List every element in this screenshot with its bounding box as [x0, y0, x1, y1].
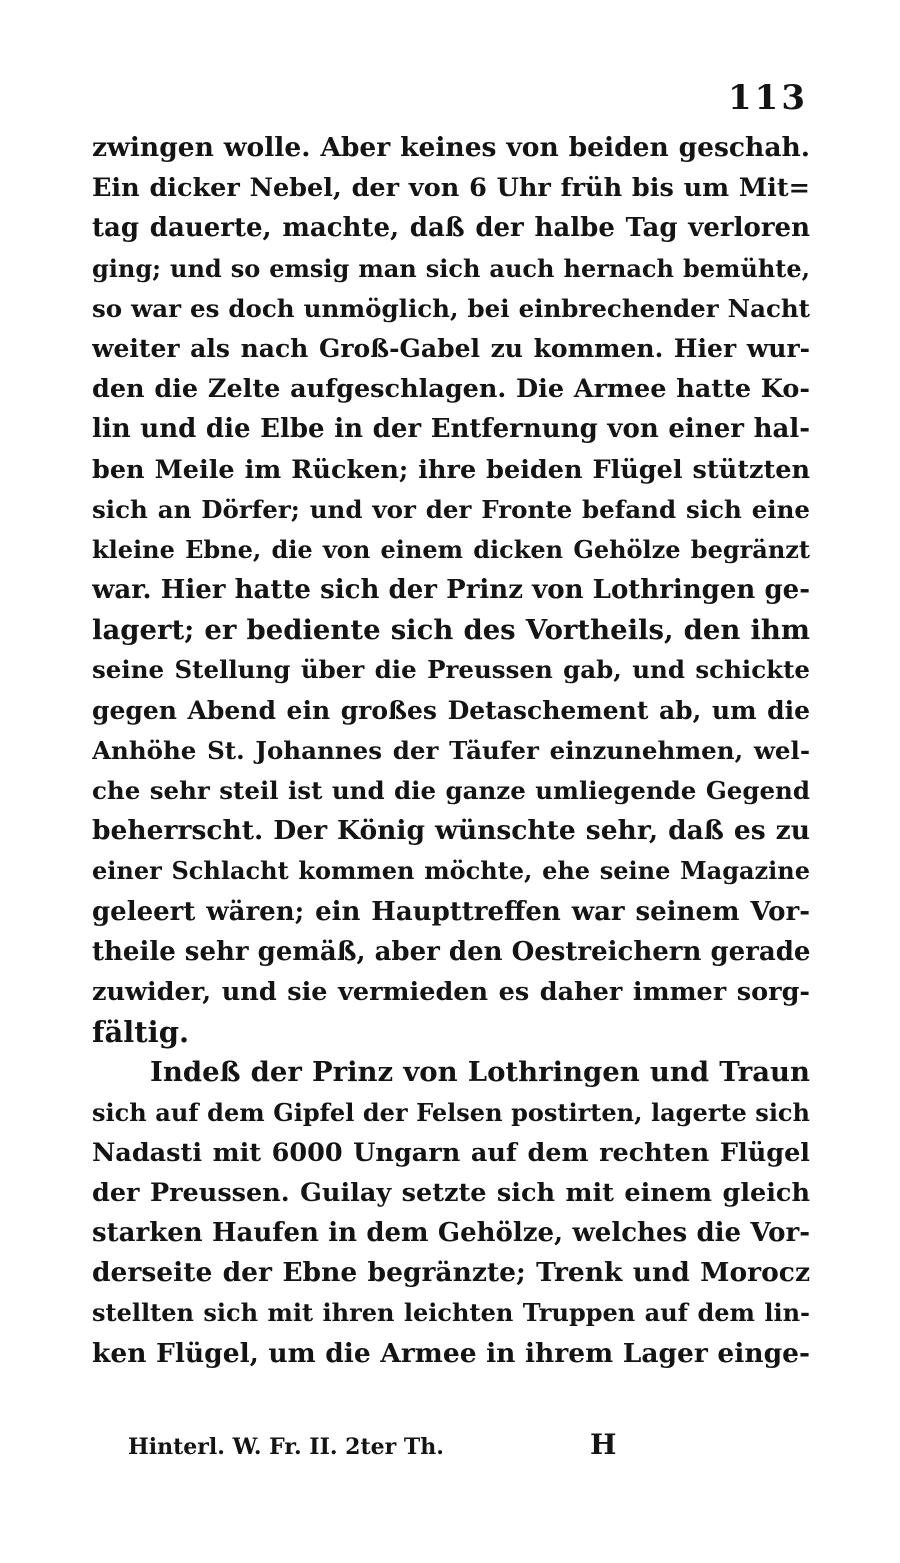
text-line: zwingen wolle. Aber keines von beiden geschah. — [92, 132, 810, 163]
footer-signature: Hinterl. W. Fr. II. 2ter Th. — [128, 1434, 444, 1460]
text-line: che sehr steil ist und die ganze umliegende Gegend — [92, 776, 810, 805]
page-footer — [128, 1428, 728, 1468]
sheet-mark: H — [590, 1428, 617, 1461]
text-line: den die Zelte aufgeschlagen. Die Armee hatte Ko- — [92, 374, 810, 405]
text-line: zuwider, und sie vermieden es daher immer sorg- — [92, 976, 810, 1007]
text-line: ging; und so emsig man sich auch hernach bemühte, — [92, 253, 810, 283]
text-line: ben Meile im Rücken; ihre beiden Flügel stützten — [92, 454, 810, 485]
paragraph-end-line: fältig. — [92, 1015, 190, 1050]
text-line: starken Haufen in dem Gehölze, welches die Vor- — [92, 1218, 810, 1249]
text-line: Anhöhe St. Johannes der Täufer einzunehmen, wel- — [92, 735, 810, 765]
text-line: stellten sich mit ihren leichten Truppen auf dem lin- — [92, 1298, 810, 1328]
text-line: sich auf dem Gipfel der Felsen postirten, lagerte sich — [92, 1097, 810, 1127]
text-line: ken Flügel, um die Armee in ihrem Lager einge- — [92, 1337, 810, 1369]
text-line: lagert; er bediente sich des Vortheils, den ihm — [92, 614, 810, 647]
text-line: der Preussen. Guilay setzte sich mit einem gleich — [92, 1177, 810, 1208]
text-line: einer Schlacht kommen möchte, ehe seine Magazine — [92, 856, 810, 886]
text-line: so war es doch unmöglich, bei einbrechender Nacht — [92, 293, 810, 323]
text-line: Nadasti mit 6000 Ungarn auf dem rechten Flügel — [92, 1137, 810, 1168]
text-line: beherrscht. Der König wünschte sehr, daß es zu — [92, 815, 810, 847]
text-line: theile sehr gemäß, aber den Oestreichern gerade — [92, 936, 810, 967]
body-text — [92, 128, 810, 1374]
page-number: 113 — [728, 78, 808, 118]
text-line: kleine Ebne, die von einem dicken Gehölze begränzt — [92, 534, 810, 564]
paragraph-start-line: Indeß der Prinz von Lothringen und Traun — [150, 1056, 810, 1089]
text-line: weiter als nach Groß-Gabel zu kommen. Hier wur- — [92, 333, 810, 363]
text-line: sich an Dörfer; und vor der Fronte befand sich eine — [92, 494, 810, 524]
text-line: seine Stellung über die Preussen gab, und schickte — [92, 655, 810, 685]
text-line: war. Hier hatte sich der Prinz von Lothringen ge- — [92, 575, 810, 606]
text-line: lin und die Elbe in der Entfernung von einer hal- — [92, 414, 810, 445]
text-line: derseite der Ebne begränzte; Trenk und Morocz — [92, 1257, 810, 1289]
text-line: tag dauerte, machte, daß der halbe Tag verloren — [92, 213, 810, 244]
text-line: Ein dicker Nebel, der von 6 Uhr früh bis um Mit= — [92, 173, 810, 204]
text-line: gegen Abend ein großes Detaschement ab, um die — [92, 695, 810, 725]
text-line: geleert wären; ein Haupttreffen war seinem Vor- — [92, 896, 810, 927]
